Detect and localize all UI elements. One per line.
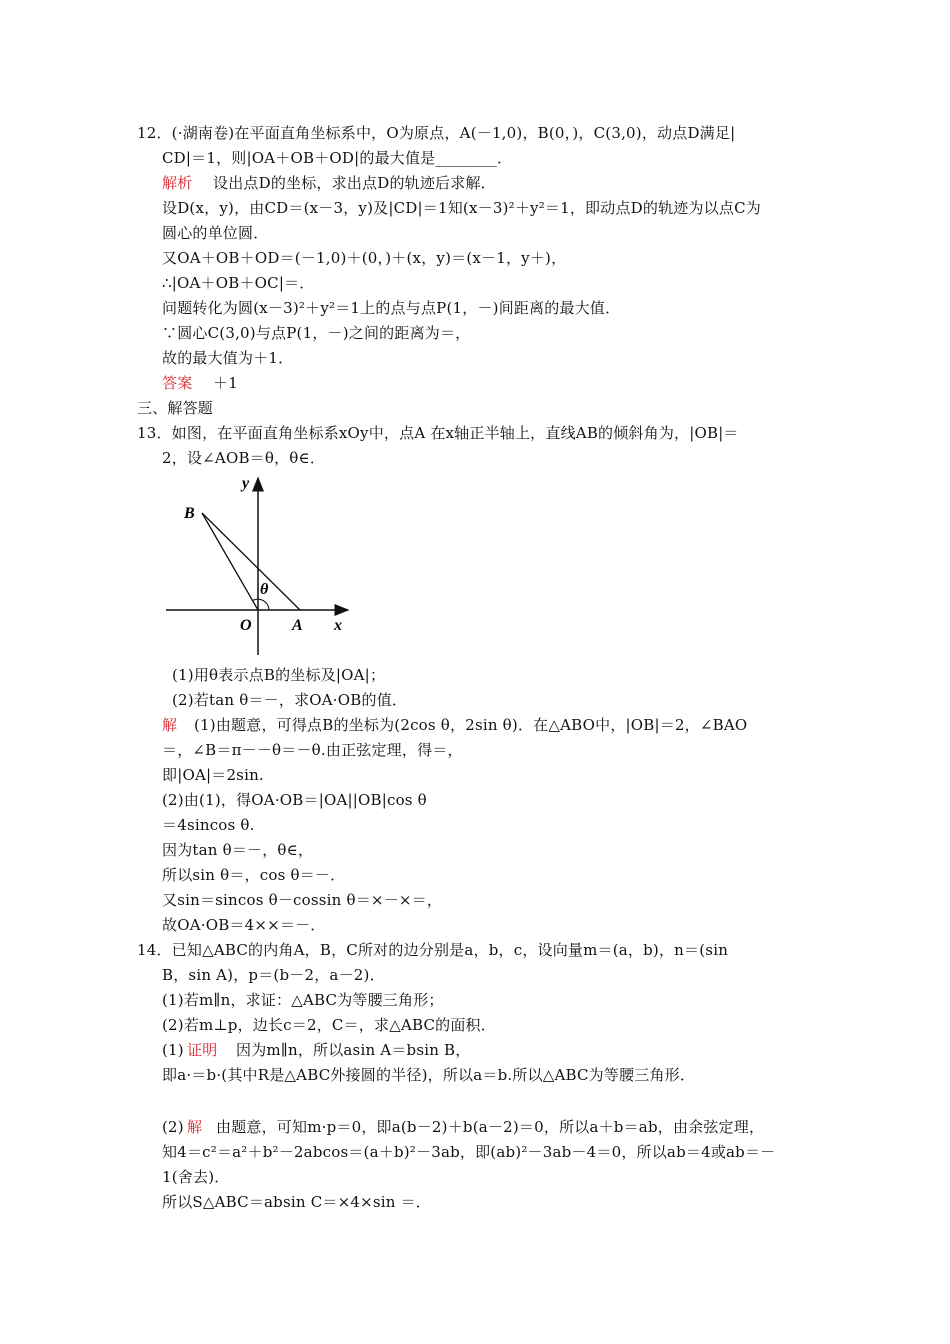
answer-tag: 解 bbox=[162, 716, 178, 734]
text-line: 知4＝c²＝a²＋b²－2abcos＝(a＋b)²－3ab，即(ab)²－3ab－4＝0，所以ab＝4或ab＝－ bbox=[162, 1143, 776, 1161]
segment-ab bbox=[202, 513, 300, 610]
text-line: (2)若m⊥p，边长c＝2，C＝，求△ABC的面积． bbox=[162, 1016, 496, 1034]
text-line: (1)若m∥n，求证：△ABC为等腰三角形； bbox=[162, 991, 444, 1009]
text-line: ＝，∠B＝π－－θ＝－θ.由正弦定理，得＝， bbox=[162, 741, 463, 759]
coordinate-diagram bbox=[160, 470, 360, 660]
label-o: O bbox=[240, 617, 252, 634]
text-line: 即|OA|＝2sin. bbox=[162, 766, 264, 784]
label-x: x bbox=[334, 617, 342, 634]
text-line: 12．(·湖南卷)在平面直角坐标系中，O为原点，A(－1,0)，B(0，)，C(3,0)，动点D满足| bbox=[137, 124, 736, 142]
text-line: ∴|OA＋OB＋OC|＝． bbox=[162, 274, 315, 292]
line-prefix: (1) bbox=[162, 1041, 184, 1059]
text-line: 所以sin θ＝，cos θ＝－． bbox=[162, 866, 346, 884]
text-line: B，sin A)，p＝(b－2，a－2)． bbox=[162, 966, 385, 984]
text-line: 14．已知△ABC的内角A，B，C所对的边分别是a，b，c，设向量m＝(a，b)，n＝(sin bbox=[137, 941, 729, 959]
answer-tag: 解 bbox=[187, 1118, 203, 1136]
label-theta: θ bbox=[260, 581, 269, 598]
line-prefix: (2) bbox=[162, 1118, 184, 1136]
text-line: CD|＝1，则|OA＋OB＋OD|的最大值是________． bbox=[162, 149, 513, 167]
text-line: 问题转化为圆(x－3)²＋y²＝1上的点与点P(1，－)间距离的最大值． bbox=[162, 299, 621, 317]
text-line: 设D(x，y)，由CD＝(x－3，y)及|CD|＝1知(x－3)²＋y²＝1，即动点D的轨迹为以点C为 bbox=[162, 199, 761, 217]
text-line: 圆心的单位圆． bbox=[162, 224, 269, 242]
text-line: 因为m∥n，所以asin A＝bsin B， bbox=[236, 1041, 471, 1059]
text-line: 又OA＋OB＋OD＝(－1,0)＋(0，)＋(x，y)＝(x－1，y＋)， bbox=[162, 249, 567, 267]
text-line: 所以S△ABC＝absin C＝×4×sin ＝． bbox=[162, 1193, 431, 1211]
text-line: 设出点D的坐标，求出点D的轨迹后求解． bbox=[213, 174, 496, 192]
text-line: (1)用θ表示点B的坐标及|OA|； bbox=[172, 666, 386, 684]
text-line: 因为tan θ＝－，θ∈， bbox=[162, 841, 314, 859]
label-a: A bbox=[292, 617, 303, 634]
text-line: ＝4sincos θ. bbox=[162, 816, 255, 834]
answer-tag: 证明 bbox=[187, 1041, 218, 1059]
text-line: 1(舍去)． bbox=[162, 1168, 230, 1186]
text-line: 由题意，可知m·p＝0，即a(b－2)＋b(a－2)＝0，所以a＋b＝ab，由余弦定理， bbox=[216, 1118, 765, 1136]
answer-tag: 解析 bbox=[162, 174, 193, 192]
text-line: (2)若tan θ＝－，求OA·OB的值． bbox=[172, 691, 408, 709]
answer-tag: 答案 bbox=[162, 374, 193, 392]
text-line: 三、解答题 bbox=[137, 399, 214, 417]
label-b: B bbox=[184, 505, 195, 522]
text-line: (2)由(1)，得OA·OB＝|OA||OB|cos θ bbox=[162, 791, 427, 809]
label-y: y bbox=[242, 475, 250, 492]
text-line: 2，设∠AOB＝θ，θ∈． bbox=[162, 449, 326, 467]
text-line: 13．如图，在平面直角坐标系xOy中，点A 在x轴正半轴上，直线AB的倾斜角为，|OB|＝ bbox=[137, 424, 739, 442]
text-line: ∵圆心C(3,0)与点P(1，－)之间的距离为＝， bbox=[162, 324, 471, 342]
segment-ob bbox=[202, 513, 258, 610]
text-line: ＋1 bbox=[213, 374, 238, 392]
text-line: 即a·＝b·(其中R是△ABC外接圆的半径)，所以a＝b.所以△ABC为等腰三角形． bbox=[162, 1066, 696, 1084]
text-line: 又sin＝sincos θ－cossin θ＝×－×＝， bbox=[162, 891, 443, 909]
text-line: 故OA·OB＝4××＝－． bbox=[162, 916, 326, 934]
text-line: 故的最大值为＋1． bbox=[162, 349, 294, 367]
text-line: (1)由题意，可得点B的坐标为(2cos θ，2sin θ)．在△ABO中，|OB|＝2，∠BAO bbox=[194, 716, 748, 734]
